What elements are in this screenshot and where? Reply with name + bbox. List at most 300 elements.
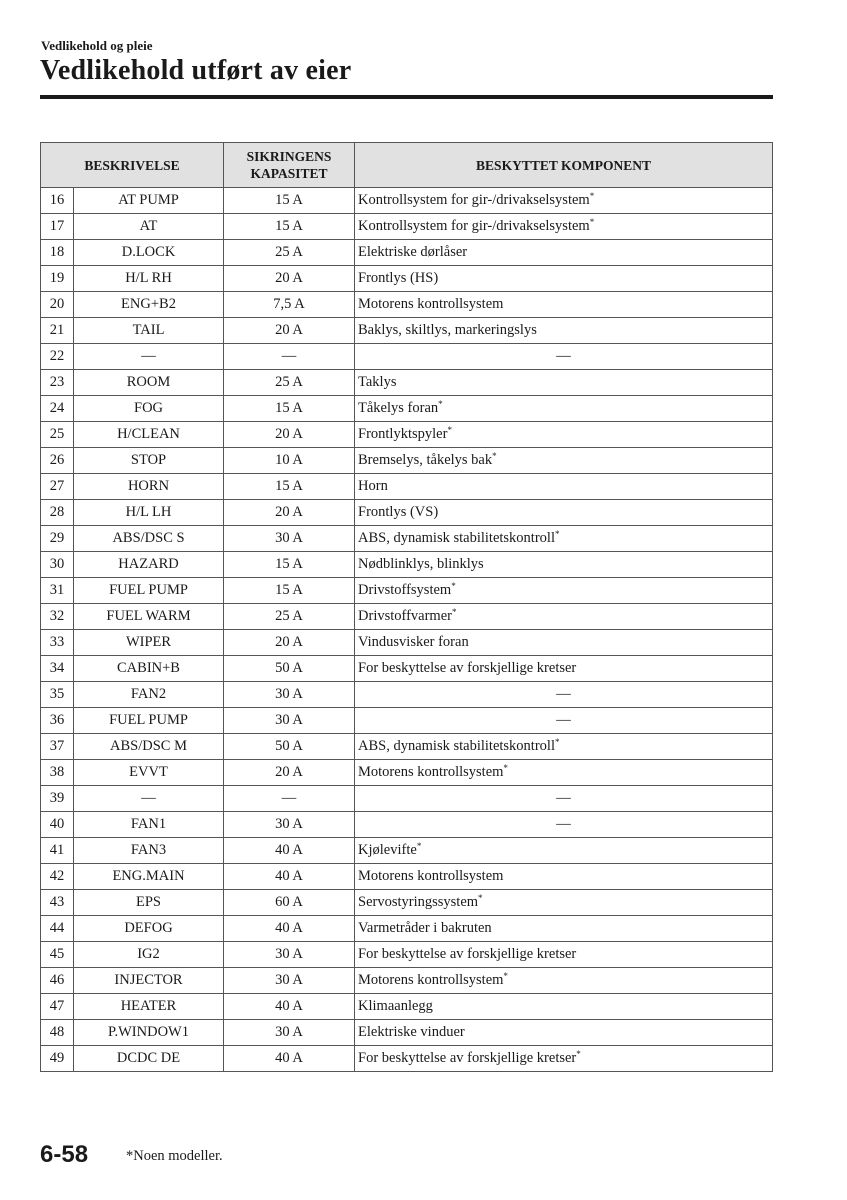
fuse-description: [74, 552, 224, 578]
protected-component: [355, 578, 773, 604]
protected-component-text: Elektriske dørlåser: [358, 244, 468, 260]
protected-component: [355, 1020, 773, 1046]
protected-component: [355, 604, 773, 630]
fuse-capacity: [224, 630, 355, 656]
fuse-capacity: [224, 448, 355, 474]
table-row: [41, 786, 773, 812]
fuse-capacity-text: 15 A: [275, 478, 303, 494]
fuse-number: [41, 266, 74, 292]
fuse-capacity-text: 40 A: [275, 920, 303, 936]
fuse-capacity-text: 20 A: [275, 322, 303, 338]
table-row: [41, 942, 773, 968]
protected-component-text: Servostyringssystem: [358, 894, 479, 910]
fuse-description-text: P.WINDOW1: [108, 1024, 189, 1040]
fuse-capacity-text: 20 A: [275, 270, 303, 286]
fuse-number-text: 36: [49, 712, 65, 728]
fuse-description-text: DEFOG: [124, 920, 173, 936]
footnote-marker: *: [478, 893, 483, 903]
table-row: [41, 214, 773, 240]
protected-component: [355, 786, 773, 812]
table-row: [41, 682, 773, 708]
fuse-number: [41, 448, 74, 474]
protected-component-text: For beskyttelse av forskjellige kretser: [358, 660, 577, 676]
fuse-capacity: [224, 838, 355, 864]
protected-component-text: —: [556, 790, 571, 806]
protected-component: [355, 708, 773, 734]
fuse-number-text: 33: [49, 634, 65, 650]
fuse-description-text: ROOM: [126, 374, 171, 390]
protected-component: [355, 474, 773, 500]
protected-component-text: Motorens kontrollsystem: [358, 972, 504, 988]
table-row: [41, 916, 773, 942]
fuse-capacity: [224, 942, 355, 968]
fuse-capacity: [224, 578, 355, 604]
table-row: [41, 474, 773, 500]
fuse-number: [41, 344, 74, 370]
fuse-capacity: [224, 318, 355, 344]
protected-component-text: Kontrollsystem for gir-/drivakselsystem: [358, 218, 590, 234]
fuse-number: [41, 838, 74, 864]
protected-component-text: Varmetråder i bakruten: [358, 920, 492, 936]
fuse-description-text: HEATER: [120, 998, 177, 1014]
fuse-description-text: AT PUMP: [118, 192, 179, 208]
fuse-description: [74, 916, 224, 942]
footnote-marker: *: [554, 737, 560, 747]
table-row: [41, 864, 773, 890]
fuse-number: [41, 500, 74, 526]
fuse-number-text: 28: [49, 504, 65, 520]
fuse-number-text: 31: [49, 582, 65, 598]
fuse-description-text: INJECTOR: [114, 972, 183, 988]
table-row: [41, 240, 773, 266]
fuse-capacity: [224, 708, 355, 734]
fuse-description-text: FUEL PUMP: [109, 582, 188, 598]
protected-component-text: ABS, dynamisk stabilitetskontroll: [358, 738, 555, 754]
fuse-description-text: FAN1: [130, 816, 167, 832]
fuse-capacity: [224, 604, 355, 630]
fuse-capacity-text: 40 A: [275, 842, 303, 858]
fuse-capacity-text: 30 A: [275, 1024, 303, 1040]
fuse-description-text: ABS/DSC S: [112, 530, 185, 546]
fuse-description: [74, 318, 224, 344]
fuse-capacity: [224, 552, 355, 578]
table-row: [41, 578, 773, 604]
table-row: [41, 968, 773, 994]
fuse-description: [74, 968, 224, 994]
fuse-number-text: 24: [49, 400, 65, 416]
fuse-number-text: 37: [49, 738, 65, 754]
table-row: [41, 266, 773, 292]
fuse-number-text: 49: [49, 1050, 65, 1066]
fuse-capacity-text: 40 A: [275, 1050, 303, 1066]
table-row: [41, 760, 773, 786]
fuse-capacity: [224, 760, 355, 786]
fuse-number-text: 34: [49, 660, 65, 676]
fuse-number: [41, 240, 74, 266]
fuse-capacity: [224, 422, 355, 448]
fuse-capacity: [224, 396, 355, 422]
fuse-description: [74, 500, 224, 526]
fuse-capacity: [224, 188, 355, 214]
fuse-description: [74, 214, 224, 240]
column-header-capacity-line2: KAPASITET: [250, 166, 328, 181]
fuse-description-text: EPS: [136, 894, 161, 910]
fuse-capacity-text: 40 A: [275, 998, 303, 1014]
fuse-capacity: [224, 240, 355, 266]
footnote-marker: *: [447, 425, 452, 435]
table-row: [41, 370, 773, 396]
fuse-capacity-text: 10 A: [275, 452, 303, 468]
fuse-capacity: [224, 734, 355, 760]
fuse-number: [41, 370, 74, 396]
fuse-description: [74, 266, 224, 292]
fuse-number-text: 39: [49, 790, 65, 806]
footnote-marker: *: [503, 971, 508, 981]
fuse-capacity-text: 25 A: [275, 608, 303, 624]
fuse-number: [41, 396, 74, 422]
protected-component: [355, 1046, 773, 1072]
footnote: *Noen modeller.: [126, 1148, 223, 1164]
fuse-description: [74, 656, 224, 682]
protected-component-text: Bremselys, tåkelys bak: [358, 452, 493, 468]
footnote-marker: *: [554, 529, 560, 539]
fuse-capacity-text: 60 A: [275, 894, 303, 910]
fuse-capacity: [224, 1020, 355, 1046]
fuse-number: [41, 968, 74, 994]
fuse-description: [74, 604, 224, 630]
fuse-description-text: ENG.MAIN: [112, 868, 185, 884]
fuse-description: [74, 708, 224, 734]
fuse-number: [41, 526, 74, 552]
fuse-number-text: 48: [49, 1024, 65, 1040]
fuse-description: [74, 734, 224, 760]
fuse-number-text: 32: [49, 608, 65, 624]
protected-component-text: Motorens kontrollsystem: [358, 296, 504, 312]
protected-component: [355, 292, 773, 318]
protected-component-text: Kjølevifte: [358, 842, 417, 858]
protected-component-text: Kontrollsystem for gir-/drivakselsystem: [358, 192, 590, 208]
protected-component: [355, 838, 773, 864]
fuse-number-text: 27: [49, 478, 65, 494]
fuse-number: [41, 864, 74, 890]
fuse-capacity: [224, 890, 355, 916]
footnote-marker: *: [438, 399, 443, 409]
protected-component: [355, 188, 773, 214]
fuse-number-text: 35: [49, 686, 65, 702]
protected-component: [355, 318, 773, 344]
protected-component-text: Elektriske vinduer: [358, 1024, 465, 1040]
fuse-description-text: AT: [139, 218, 158, 234]
fuse-capacity: [224, 500, 355, 526]
protected-component: [355, 500, 773, 526]
protected-component-text: Frontlyktspyler: [358, 426, 448, 442]
protected-component: [355, 344, 773, 370]
fuse-capacity-text: 20 A: [275, 426, 303, 442]
fuse-capacity: [224, 344, 355, 370]
table-row: [41, 292, 773, 318]
fuse-description-text: STOP: [130, 452, 167, 468]
fuse-description: [74, 240, 224, 266]
table-row: [41, 812, 773, 838]
table-row: [41, 344, 773, 370]
fuse-number-text: 46: [49, 972, 65, 988]
protected-component: [355, 812, 773, 838]
table-row: [41, 1020, 773, 1046]
fuse-number-text: 38: [49, 764, 65, 780]
column-header-capacity-line1: SIKRINGENS: [246, 149, 332, 164]
fuse-number-text: 17: [49, 218, 65, 234]
protected-component-text: Vindusvisker foran: [358, 634, 469, 650]
footnote-marker: *: [451, 607, 457, 617]
table-row: [41, 656, 773, 682]
protected-component: [355, 630, 773, 656]
table-row: [41, 630, 773, 656]
protected-component: [355, 396, 773, 422]
fuse-description-text: FOG: [134, 400, 164, 416]
fuse-capacity-text: 50 A: [275, 660, 303, 676]
fuse-number-text: 42: [49, 868, 65, 884]
fuse-number: [41, 942, 74, 968]
protected-component: [355, 994, 773, 1020]
fuse-description: [74, 682, 224, 708]
fuse-description-text: H/L LH: [125, 504, 172, 520]
fuse-number-text: 21: [49, 322, 65, 338]
fuse-number: [41, 708, 74, 734]
table-row: [41, 890, 773, 916]
fuse-description-text: —: [141, 348, 156, 364]
footnote-marker: *: [492, 451, 497, 461]
page-title: Vedlikehold utført av eier: [40, 55, 352, 86]
fuse-description: [74, 370, 224, 396]
fuse-description: [74, 188, 224, 214]
protected-component-text: —: [556, 348, 571, 364]
fuse-table: [40, 142, 773, 1072]
protected-component: [355, 266, 773, 292]
title-rule: [40, 95, 773, 99]
protected-component-text: Frontlys (HS): [358, 270, 439, 286]
fuse-number: [41, 994, 74, 1020]
fuse-number: [41, 682, 74, 708]
protected-component-text: Motorens kontrollsystem: [358, 764, 504, 780]
fuse-number-text: 30: [49, 556, 65, 572]
fuse-description-text: EVVT: [129, 764, 168, 780]
fuse-description-text: DCDC DE: [116, 1050, 181, 1066]
fuse-description: [74, 942, 224, 968]
protected-component-text: For beskyttelse av forskjellige kretser: [358, 946, 577, 962]
fuse-number-text: 40: [49, 816, 65, 832]
fuse-description: [74, 864, 224, 890]
fuse-capacity-text: 30 A: [275, 712, 303, 728]
table-row: [41, 1046, 773, 1072]
fuse-number-text: 19: [49, 270, 65, 286]
fuse-capacity: [224, 1046, 355, 1072]
footnote-marker: *: [503, 763, 508, 773]
fuse-description: [74, 344, 224, 370]
protected-component: [355, 370, 773, 396]
fuse-capacity: [224, 474, 355, 500]
fuse-capacity-text: —: [281, 348, 297, 364]
fuse-number: [41, 916, 74, 942]
column-header-description: BESKRIVELSE: [41, 143, 224, 188]
protected-component: [355, 448, 773, 474]
protected-component: [355, 734, 773, 760]
fuse-description: [74, 838, 224, 864]
protected-component-text: Nødblinklys, blinklys: [358, 556, 484, 572]
fuse-number: [41, 812, 74, 838]
fuse-description: [74, 448, 224, 474]
protected-component: [355, 552, 773, 578]
fuse-number-text: 16: [49, 192, 65, 208]
protected-component: [355, 916, 773, 942]
fuse-description: [74, 630, 224, 656]
fuse-number-text: 47: [49, 998, 65, 1014]
column-header-capacity: [224, 143, 355, 188]
page-number: 6-58: [40, 1141, 89, 1168]
fuse-number: [41, 318, 74, 344]
table-row: [41, 552, 773, 578]
fuse-number: [41, 292, 74, 318]
fuse-number: [41, 760, 74, 786]
table-row: [41, 188, 773, 214]
table-header-row: [41, 143, 773, 188]
footnote-marker: *: [416, 841, 422, 851]
table-row: [41, 500, 773, 526]
fuse-number-text: 18: [49, 244, 65, 260]
fuse-number: [41, 578, 74, 604]
fuse-capacity: [224, 916, 355, 942]
fuse-description-text: FUEL WARM: [106, 608, 191, 624]
fuse-capacity-text: 40 A: [275, 868, 303, 884]
protected-component: [355, 526, 773, 552]
fuse-description-text: ABS/DSC M: [110, 738, 187, 754]
table-row: [41, 396, 773, 422]
fuse-number-text: 20: [49, 296, 65, 312]
table-row: [41, 708, 773, 734]
fuse-capacity-text: 25 A: [275, 374, 303, 390]
protected-component-text: Motorens kontrollsystem: [358, 868, 504, 884]
protected-component: [355, 240, 773, 266]
table-row: [41, 604, 773, 630]
fuse-description-text: ENG+B2: [121, 296, 176, 312]
fuse-description-text: TAIL: [132, 322, 165, 338]
fuse-number-text: 26: [49, 452, 65, 468]
fuse-number: [41, 734, 74, 760]
fuse-description-text: WIPER: [125, 634, 172, 650]
fuse-capacity-text: 30 A: [275, 530, 303, 546]
protected-component: [355, 968, 773, 994]
fuse-description: [74, 812, 224, 838]
protected-component: [355, 942, 773, 968]
fuse-capacity: [224, 292, 355, 318]
fuse-capacity-text: 25 A: [275, 244, 303, 260]
protected-component-text: —: [556, 712, 571, 728]
fuse-number: [41, 474, 74, 500]
fuse-description: [74, 422, 224, 448]
fuse-capacity-text: 30 A: [275, 686, 303, 702]
fuse-description: [74, 1020, 224, 1046]
fuse-capacity-text: —: [281, 790, 297, 806]
fuse-number-text: 25: [49, 426, 65, 442]
fuse-capacity-text: 15 A: [275, 556, 303, 572]
table-row: [41, 838, 773, 864]
fuse-capacity: [224, 526, 355, 552]
table-row: [41, 448, 773, 474]
protected-component-text: ABS, dynamisk stabilitetskontroll: [358, 530, 555, 546]
protected-component-text: Klimaanlegg: [358, 998, 433, 1014]
protected-component-text: Horn: [358, 478, 388, 494]
fuse-number: [41, 422, 74, 448]
protected-component: [355, 656, 773, 682]
fuse-number-text: 29: [49, 530, 65, 546]
fuse-description-text: H/L RH: [125, 270, 172, 286]
table-row: [41, 422, 773, 448]
fuse-description-text: IG2: [137, 946, 160, 962]
protected-component-text: For beskyttelse av forskjellige kretser: [358, 1050, 577, 1066]
table-row: [41, 734, 773, 760]
fuse-capacity: [224, 994, 355, 1020]
section-label: Vedlikehold og pleie: [41, 38, 153, 53]
fuse-number: [41, 552, 74, 578]
protected-component-text: Tåkelys foran: [358, 400, 439, 416]
fuse-capacity-text: 7,5 A: [273, 296, 305, 312]
fuse-number: [41, 1020, 74, 1046]
fuse-description-text: —: [141, 790, 156, 806]
fuse-number: [41, 630, 74, 656]
protected-component-text: Drivstoffvarmer: [358, 608, 452, 624]
table-row: [41, 994, 773, 1020]
protected-component: [355, 214, 773, 240]
fuse-capacity: [224, 968, 355, 994]
protected-component-text: Baklys, skiltlys, markeringslys: [358, 322, 537, 338]
fuse-number-text: 43: [49, 894, 65, 910]
fuse-description: [74, 396, 224, 422]
fuse-description-text: HAZARD: [118, 556, 179, 572]
table-row: [41, 526, 773, 552]
protected-component: [355, 864, 773, 890]
fuse-number-text: 23: [49, 374, 65, 390]
protected-component-text: —: [556, 686, 571, 702]
fuse-description-text: FUEL PUMP: [109, 712, 188, 728]
fuse-number-text: 41: [49, 842, 65, 858]
table-row: [41, 318, 773, 344]
fuse-description-text: H/CLEAN: [117, 426, 180, 442]
fuse-capacity-text: 20 A: [275, 634, 303, 650]
fuse-capacity-text: 15 A: [275, 400, 303, 416]
fuse-description: [74, 760, 224, 786]
fuse-capacity-text: 30 A: [275, 972, 303, 988]
fuse-description: [74, 292, 224, 318]
fuse-capacity: [224, 370, 355, 396]
protected-component-text: —: [556, 816, 571, 832]
fuse-capacity-text: 15 A: [275, 582, 303, 598]
fuse-number-text: 44: [49, 920, 65, 936]
protected-component-text: Frontlys (VS): [358, 504, 439, 520]
fuse-table-body: [41, 188, 773, 1072]
fuse-description-text: CABIN+B: [117, 660, 180, 676]
fuse-capacity: [224, 812, 355, 838]
fuse-number: [41, 214, 74, 240]
fuse-description-text: HORN: [127, 478, 170, 494]
fuse-capacity-text: 50 A: [275, 738, 303, 754]
fuse-capacity-text: 15 A: [275, 218, 303, 234]
fuse-capacity-text: 20 A: [275, 504, 303, 520]
column-header-component: BESKYTTET KOMPONENT: [355, 143, 773, 188]
fuse-number: [41, 786, 74, 812]
protected-component-text: Taklys: [358, 374, 397, 390]
fuse-capacity-text: 30 A: [275, 816, 303, 832]
fuse-description: [74, 474, 224, 500]
fuse-description: [74, 526, 224, 552]
